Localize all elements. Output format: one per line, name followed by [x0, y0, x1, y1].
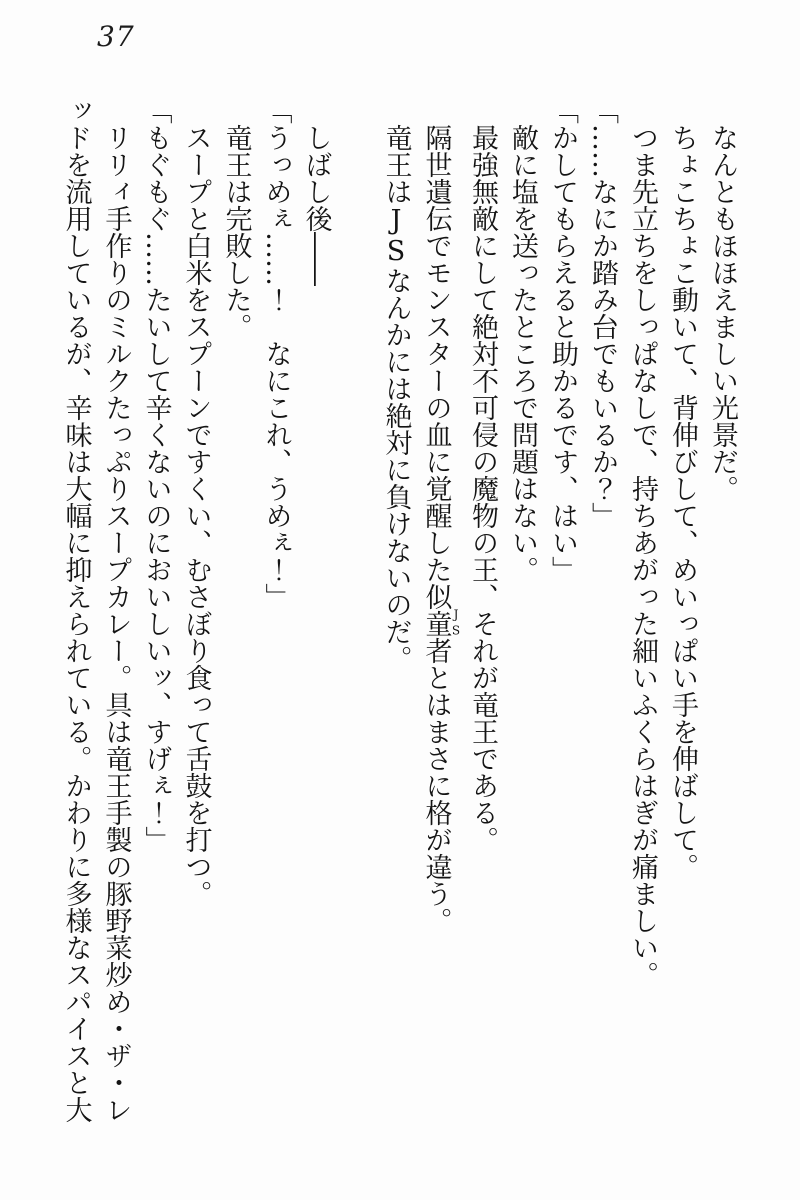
text-block	[60, 97, 742, 1137]
text-segment: とはまさに格が違う。	[420, 664, 452, 934]
text-segment: 隔世遺伝でモンスターの血に覚醒した	[420, 124, 452, 583]
paragraph-15: リリィ手作りのミルクたっぷりスープカレー。具は竜王手製の豚野菜炒め・ザ・レッドを流用しているが、辛味は大幅に抑えられている。かわりに多様なスパイスと大	[60, 97, 132, 1123]
ruby-base: 似童者	[420, 583, 452, 664]
paragraph-4-dialogue: 「……なにか踏み台でもいるか？」	[587, 97, 618, 529]
paragraph-14-dialogue: 「もぐもぐ……たいして辛くないのにおいしいッ、すげぇ！」	[140, 97, 172, 853]
paragraph-8	[416, 97, 463, 1137]
text-segment: なんかには絶対に負けないのだ。	[380, 267, 412, 672]
paragraph-7: 最強無敵にして絶対不可侵の魔物の王、それが竜王である。	[467, 124, 498, 853]
furigana-text: JS	[449, 583, 463, 664]
paragraph-12: 竜王は完敗した。	[220, 124, 252, 340]
paragraph-2: ちょこちょこ動いて、背伸びして、めいっぱい手を伸ばして。	[667, 124, 698, 880]
paragraph-6: 敵に塩を送ったところで問題はない。	[507, 124, 538, 583]
paragraph-1: なんともほほえましい光景だ。	[707, 124, 738, 502]
paragraph-13: スープと白米をスプーンですくい、むさぼり食って舌鼓を打つ。	[180, 124, 212, 907]
furigana-word	[420, 583, 463, 664]
text-segment: 竜王は	[380, 124, 412, 205]
blank-line	[336, 97, 376, 1137]
paragraph-11-dialogue: 「うっめぇ……！ なにこれ、うめぇ！」	[260, 97, 292, 610]
page-number: 37	[97, 20, 135, 53]
paragraph-9	[376, 97, 416, 1137]
paragraph-10: しばし後――	[300, 124, 332, 286]
latin-segment: JS	[380, 205, 412, 267]
paragraph-5-dialogue: 「かしてもらえると助かるです、はい」	[547, 97, 578, 583]
paragraph-3: つま先立ちをしっぱなしで、持ちあがった細いふくらはぎが痛ましい。	[627, 124, 658, 988]
